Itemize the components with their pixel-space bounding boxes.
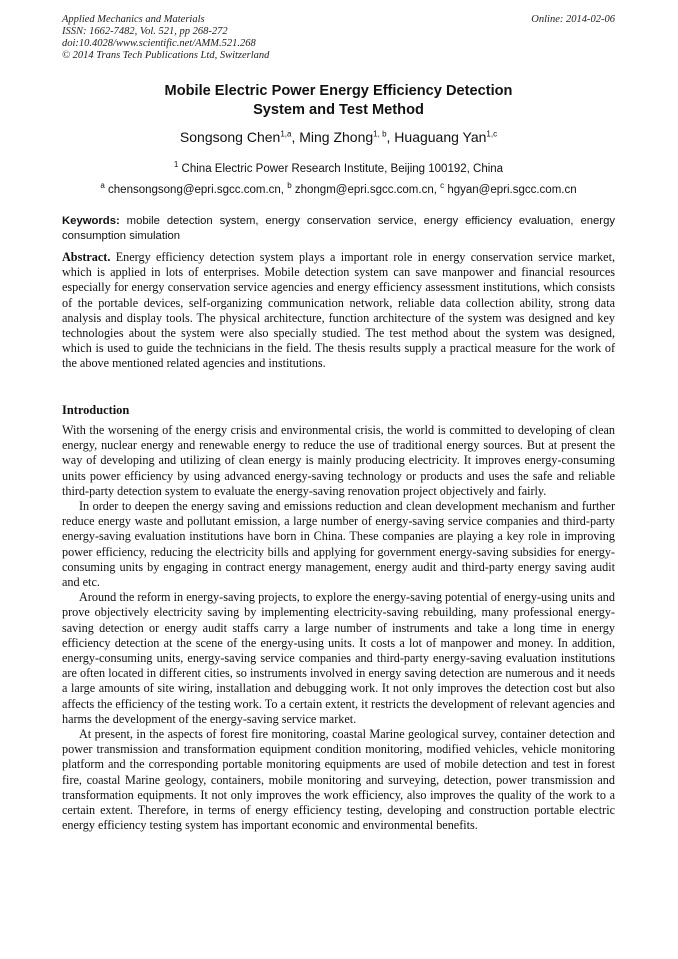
email-sup: a <box>100 181 105 191</box>
journal-name: Applied Mechanics and Materials <box>62 14 205 25</box>
email-sup: b <box>287 181 292 191</box>
abstract-label: Abstract. <box>62 250 111 264</box>
journal-header <box>62 14 269 62</box>
paper-title <box>62 82 615 120</box>
keywords-text: mobile detection system, energy conservation service, energy efficiency evaluation, energy consumption simulation <box>62 215 615 242</box>
author-name: Songsong Chen <box>179 129 281 145</box>
author-sup: 1, b <box>373 129 387 139</box>
paragraph: Around the reform in energy-saving projects, to explore the energy-saving potential of energy-using units and prove objectively electricity saving by implementing electricity-saving rebuilding, many professional energy-saving detection or energy audit staffs carry a large number of instruments and take a long time in energy efficiency detection at the scene of the energy-using units. It costs a lot of manpower and money. In addition, energy-consuming units, energy-saving service companies and third-party energy-saving evaluation institutions are often located in different cities, so instruments involved in energy saving detection are numerous and it needs a large amounts of site wiring, installation and debugging work. It not only improves the detection cost but also affects the efficiency of the testing work. To a certain extent, it restricts the development of relevant agencies and harms the development of the energy-saving service market. <box>62 590 615 726</box>
online-date: Online: 2014-02-06 <box>531 14 615 25</box>
paragraph: At present, in the aspects of forest fire monitoring, coastal Marine geological survey, container detection and power transmission and transformation equipment condition monitoring, modified vehicles, vehicle monitoring platform and the corresponding portable monitoring equipments are used of mobile detection and test in forest fire, coastal Marine geology, containers, mobile monitoring and surveying, detection, power transmission and transformation equipments. It not only improves the work efficiency, also improves the quality of the work to a certain extent. Therefore, in terms of energy efficiency testing, developing and construction portable electric energy efficiency testing system has important economic and environmental benefits. <box>62 727 615 833</box>
issn-line: ISSN: 1662-7482, Vol. 521, pp 268-272 <box>62 26 228 37</box>
doi-line[interactable]: doi:10.4028/www.scientific.net/AMM.521.268 <box>62 38 256 49</box>
abstract-text: Energy efficiency detection system plays a important role in energy conservation service market, which is applied in lots of enterprises. Mobile detection system can save manpower and financial resources especially for energy conservation service agencies and energy efficiency assessment institutions, which consists of the portable devices, self-organizing communication network, reliable data collection ability, strong data analysis and display tools. The physical architecture, function architecture of the system was designed and key technologies about the system were also specially studied. The test method about the system was designed, which is used to guide the technicians in the field. The thesis results supply a practical measure for the work of the above mentioned related agencies and institutions. <box>62 250 615 371</box>
author-name: Huaguang Yan <box>394 129 487 145</box>
paragraph: In order to deepen the energy saving and emissions reduction and clean development mechanism and further reduce energy waste and pollutant emission, a large number of energy-saving service companies and third-party energy-saving evaluation institutions have born in China. These companies are playing a key role in improving power efficiency, reducing the electricity bills and applying for government energy-saving subsidies for energy-consuming units by engaging in contract energy management, energy audit and third-party energy saving audit and etc. <box>62 499 615 590</box>
keywords-label: Keywords: <box>62 215 120 227</box>
section-heading-introduction: Introduction <box>62 403 130 417</box>
copyright-line: © 2014 Trans Tech Publications Ltd, Switzerland <box>62 50 270 61</box>
author-sup: 1,c <box>486 129 498 139</box>
email-sup: c <box>440 181 445 191</box>
author-list: Songsong Chen$^{1,a}$, Ming Zhong$^{1, b}$, Huaguang Yan$^{1,c}$ <box>179 129 498 145</box>
introduction-body <box>62 423 615 833</box>
title-line-1: Mobile Electric Power Energy Efficiency Detection <box>164 83 513 99</box>
author-sup: 1,a <box>280 129 292 139</box>
paragraph: With the worsening of the energy crisis and environmental crisis, the world is committed to developing of clean energy, nuclear energy and renewable energy to reduce the use of traditional energy sources. But at present the way of developing and utilizing of clean energy is mainly producing electricity. It improves energy-consuming units power efficiency by using advanced energy-saving technology or products and uses the safe and reliable third-party detection system to evaluate the energy-saving renovation project objectively and fairly. <box>62 423 615 498</box>
affiliation <box>62 160 615 175</box>
keywords <box>62 214 615 244</box>
affiliation-text: China Electric Power Research Institute, Beijing 100192, China <box>181 163 504 175</box>
title-line-2: System and Test Method <box>253 102 424 118</box>
email-address[interactable]: zhongm@epri.sgcc.com.cn, <box>294 184 437 196</box>
affiliation-sup: 1 <box>173 160 179 170</box>
email-address[interactable]: hgyan@epri.sgcc.com.cn <box>447 184 577 196</box>
abstract <box>62 250 615 372</box>
email-list <box>62 181 615 196</box>
email-address[interactable]: chensongsong@epri.sgcc.com.cn, <box>108 184 284 196</box>
author-name: Ming Zhong <box>299 129 374 145</box>
